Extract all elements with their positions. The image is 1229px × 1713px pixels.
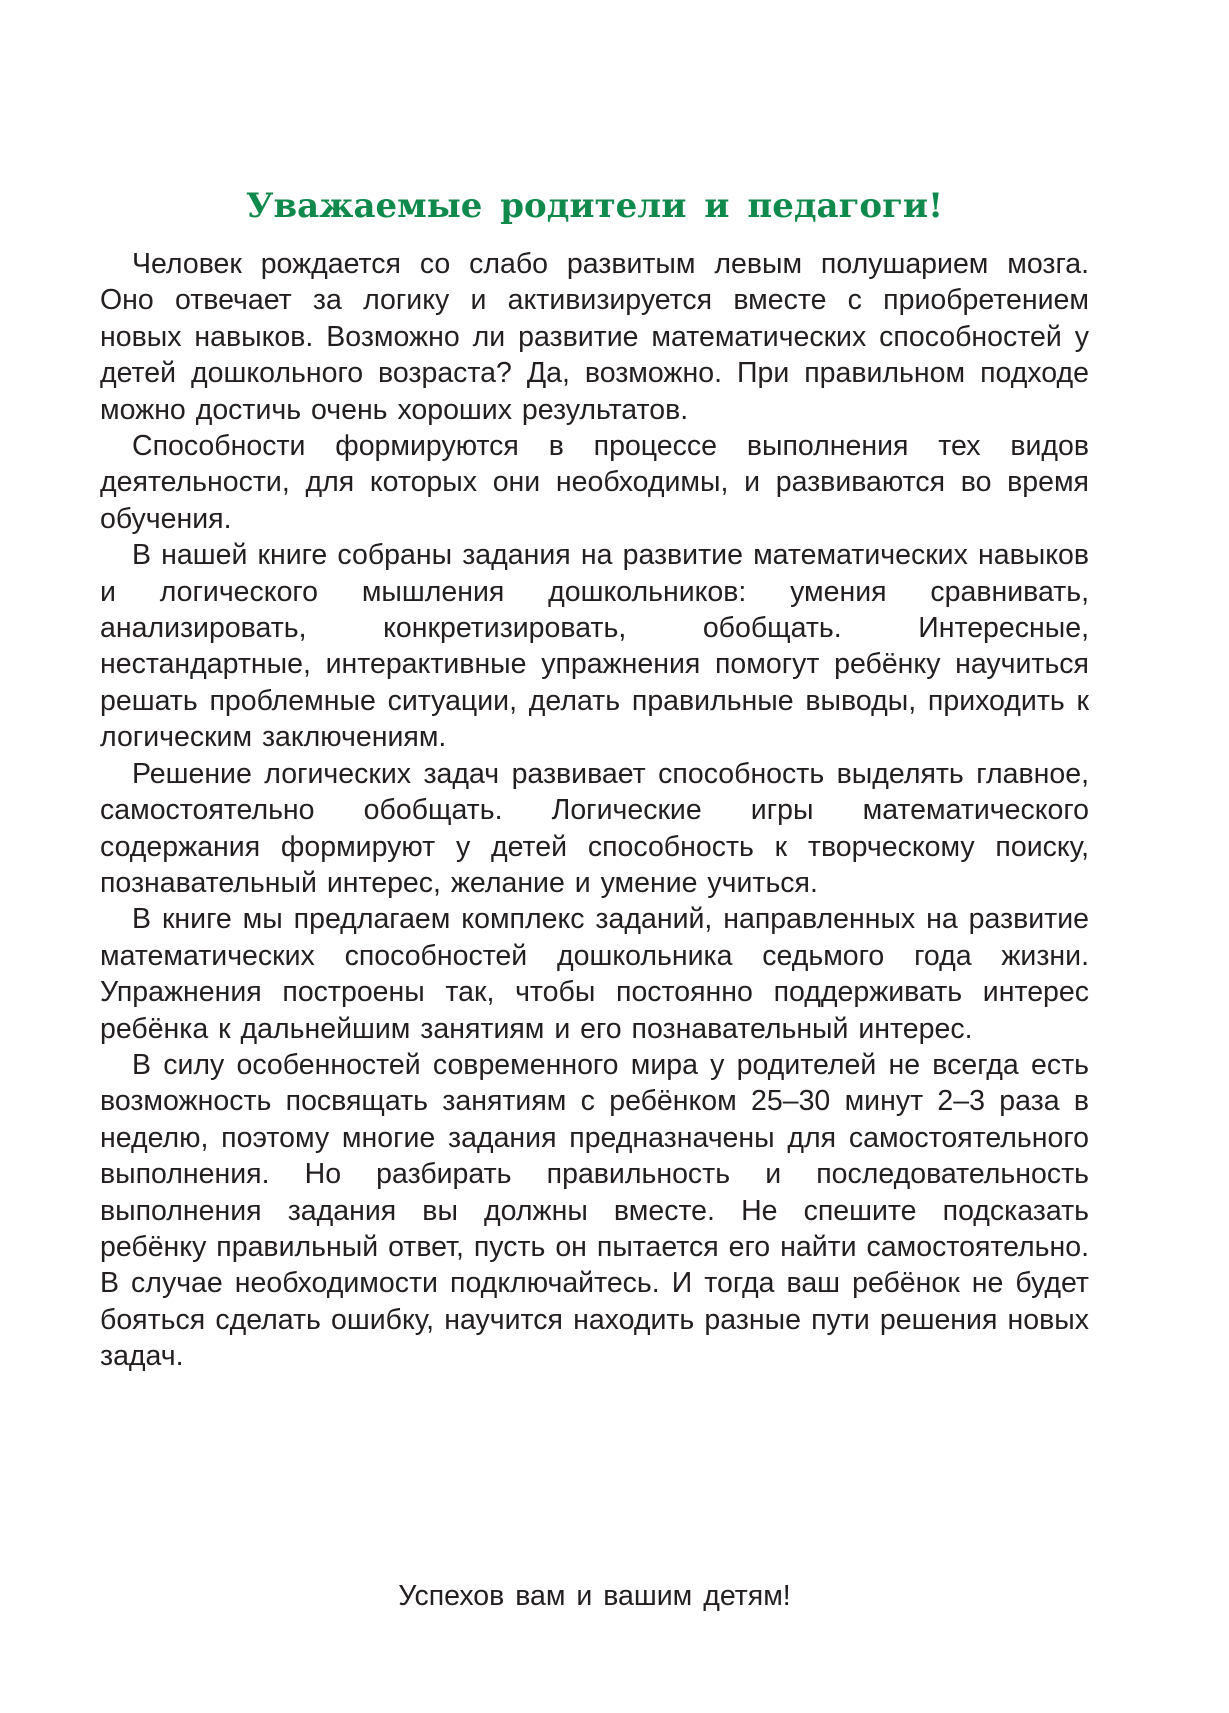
closing-line: Успехов вам и вашим детям! <box>398 1580 791 1612</box>
paragraph: Решение логических задач развивает способность выделять главное, самостоятельно обобщать. Логические игры математического содержания формируют у детей способность к творческому поиску, познавательный интерес, желание и умение учиться. <box>100 757 1089 899</box>
paragraph: В силу особенностей современного мира у родителей не всегда есть возможность посвящать занятиям с ребёнком 25–30 минут 2–3 раза в неделю, поэтому многие задания предназначены для самостоятельного выполнения. Но разбирать правильность и последовательность выполнения задания вы должны вместе. Не спешите подсказать ребёнку правильный ответ, пусть он пытается его найти самостоятельно. В случае необходимости подключайтесь. И тогда ваш ребёнок не будет бояться сделать ошибку, научится находить разные пути решения новых задач. <box>100 1048 1089 1373</box>
paragraph: Человек рождается со слабо развитым левым полушарием мозга. Оно отвечает за логику и активизируется вместе с приобретением новых навыков. Возможно ли развитие математических способностей у детей дошкольного возраста? Да, возможно. При правильном подходе можно достичь очень хороших результатов. <box>100 248 1089 426</box>
paragraph: В нашей книге собраны задания на развитие математических навыков и логического мышления дошкольников: умения сравнивать, анализировать, конкретизировать, обобщать. Интересные, нестандартные, интерактивные упражнения помогут ребёнку научиться решать проблемные ситуации, делать правильные выводы, приходить к логическим заключениям. <box>100 539 1089 754</box>
paragraph: Способности формируются в процессе выполнения тех видов деятельности, для которых они необходимы, и развиваются во время обучения. <box>100 430 1089 535</box>
paragraph: В книге мы предлагаем комплекс заданий, направленных на развитие математических способностей дошкольника седьмого года жизни. Упражнения построены так, чтобы постоянно поддерживать интерес ребёнка к дальнейшим занятиям и его познавательный интерес. <box>100 903 1089 1045</box>
page-title: Уважаемые родители и педагоги! <box>245 186 944 226</box>
body-text <box>100 246 1089 1375</box>
